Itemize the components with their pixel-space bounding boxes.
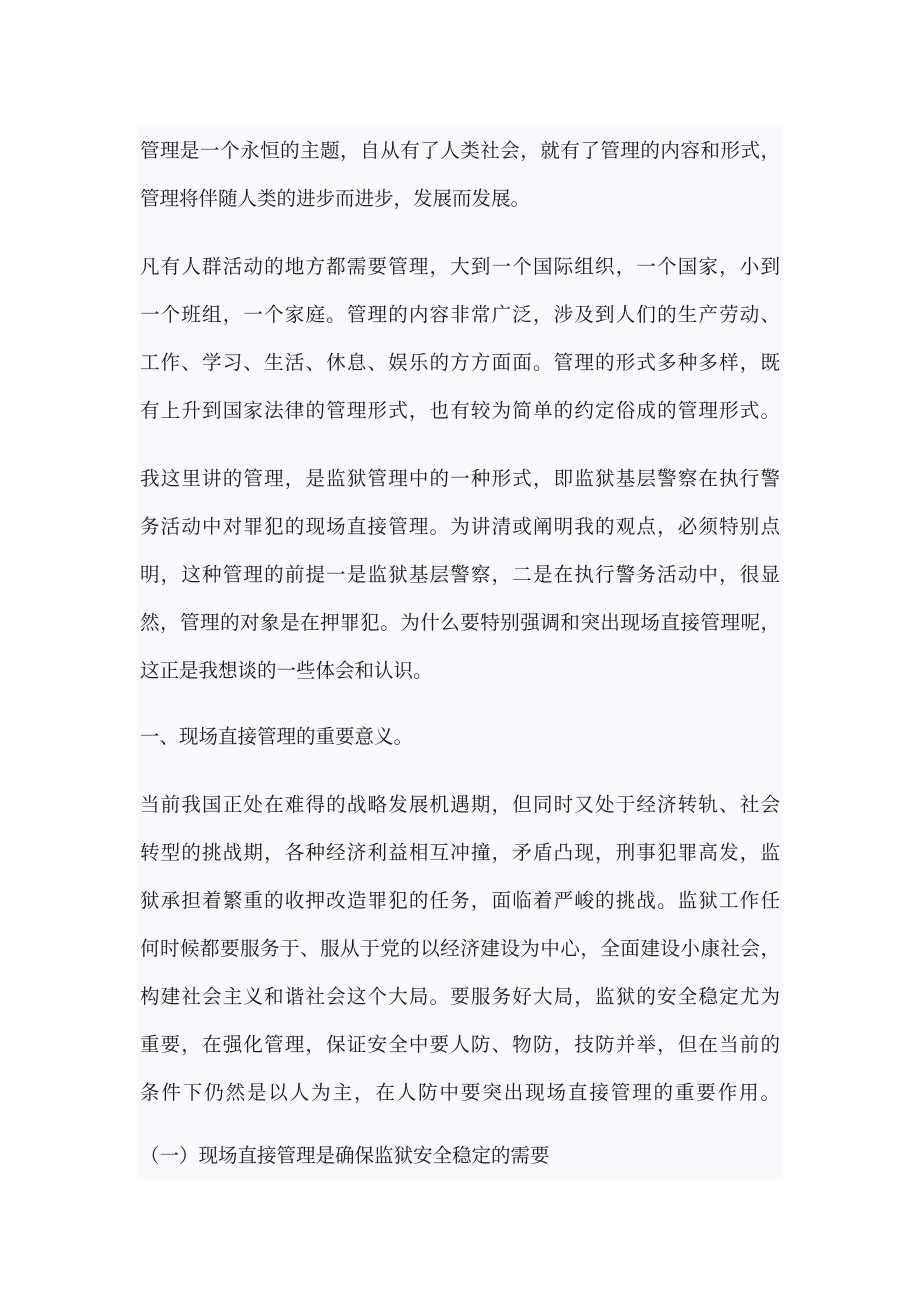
text-line: 工作、学习、生活、休息、娱乐的方方面面。管理的形式多种多样，既	[140, 351, 780, 374]
text-line: 然，管理的对象是在押罪犯。为什么要特别强调和突出现场直接管理呢，	[140, 611, 780, 634]
text-line: 我这里讲的管理，是监狱管理中的一种形式，即监狱基层警察在执行警	[140, 467, 780, 490]
text-line: 有上升到国家法律的管理形式，也有较为简单的约定俗成的管理形式。	[140, 399, 780, 422]
text-line: 当前我国正处在难得的战略发展机遇期，但同时又处于经济转轨、社会	[140, 793, 780, 816]
text-line: 凡有人群活动的地方都需要管理，大到一个国际组织，一个国家，小到	[140, 255, 780, 278]
document-body	[137, 126, 783, 1180]
text-line: 这正是我想谈的一些体会和认识。	[140, 659, 433, 682]
text-line: 狱承担着繁重的收押改造罪犯的任务，面临着严峻的挑战。监狱工作任	[140, 889, 780, 912]
section-heading: 一、现场直接管理的重要意义。	[140, 725, 414, 748]
text-line: 构建社会主义和谐社会这个大局。要服务好大局，监狱的安全稳定尤为	[140, 985, 780, 1008]
text-line: 务活动中对罪犯的现场直接管理。为讲清或阐明我的观点，必须特别点	[140, 515, 780, 538]
text-line: 条件下仍然是以人为主，在人防中要突出现场直接管理的重要作用。	[140, 1081, 780, 1104]
text-line: 何时候都要服务于、服从于党的以经济建设为中心，全面建设小康社会，	[140, 937, 780, 960]
text-line: 管理是一个永恒的主题，自从有了人类社会，就有了管理的内容和形式，	[140, 139, 780, 162]
subsection-heading: （一）现场直接管理是确保监狱安全稳定的需要	[140, 1144, 550, 1167]
text-line: 转型的挑战期，各种经济利益相互冲撞，矛盾凸现，刑事犯罪高发，监	[140, 841, 780, 864]
text-line: 管理将伴随人类的进步而进步，发展而发展。	[140, 187, 531, 210]
text-line: 重要，在强化管理，保证安全中要人防、物防，技防并举，但在当前的	[140, 1033, 780, 1056]
text-line: 一个班组，一个家庭。管理的内容非常广泛，涉及到人们的生产劳动、	[140, 303, 780, 326]
text-line: 明，这种管理的前提一是监狱基层警察，二是在执行警务活动中，很显	[140, 563, 780, 586]
